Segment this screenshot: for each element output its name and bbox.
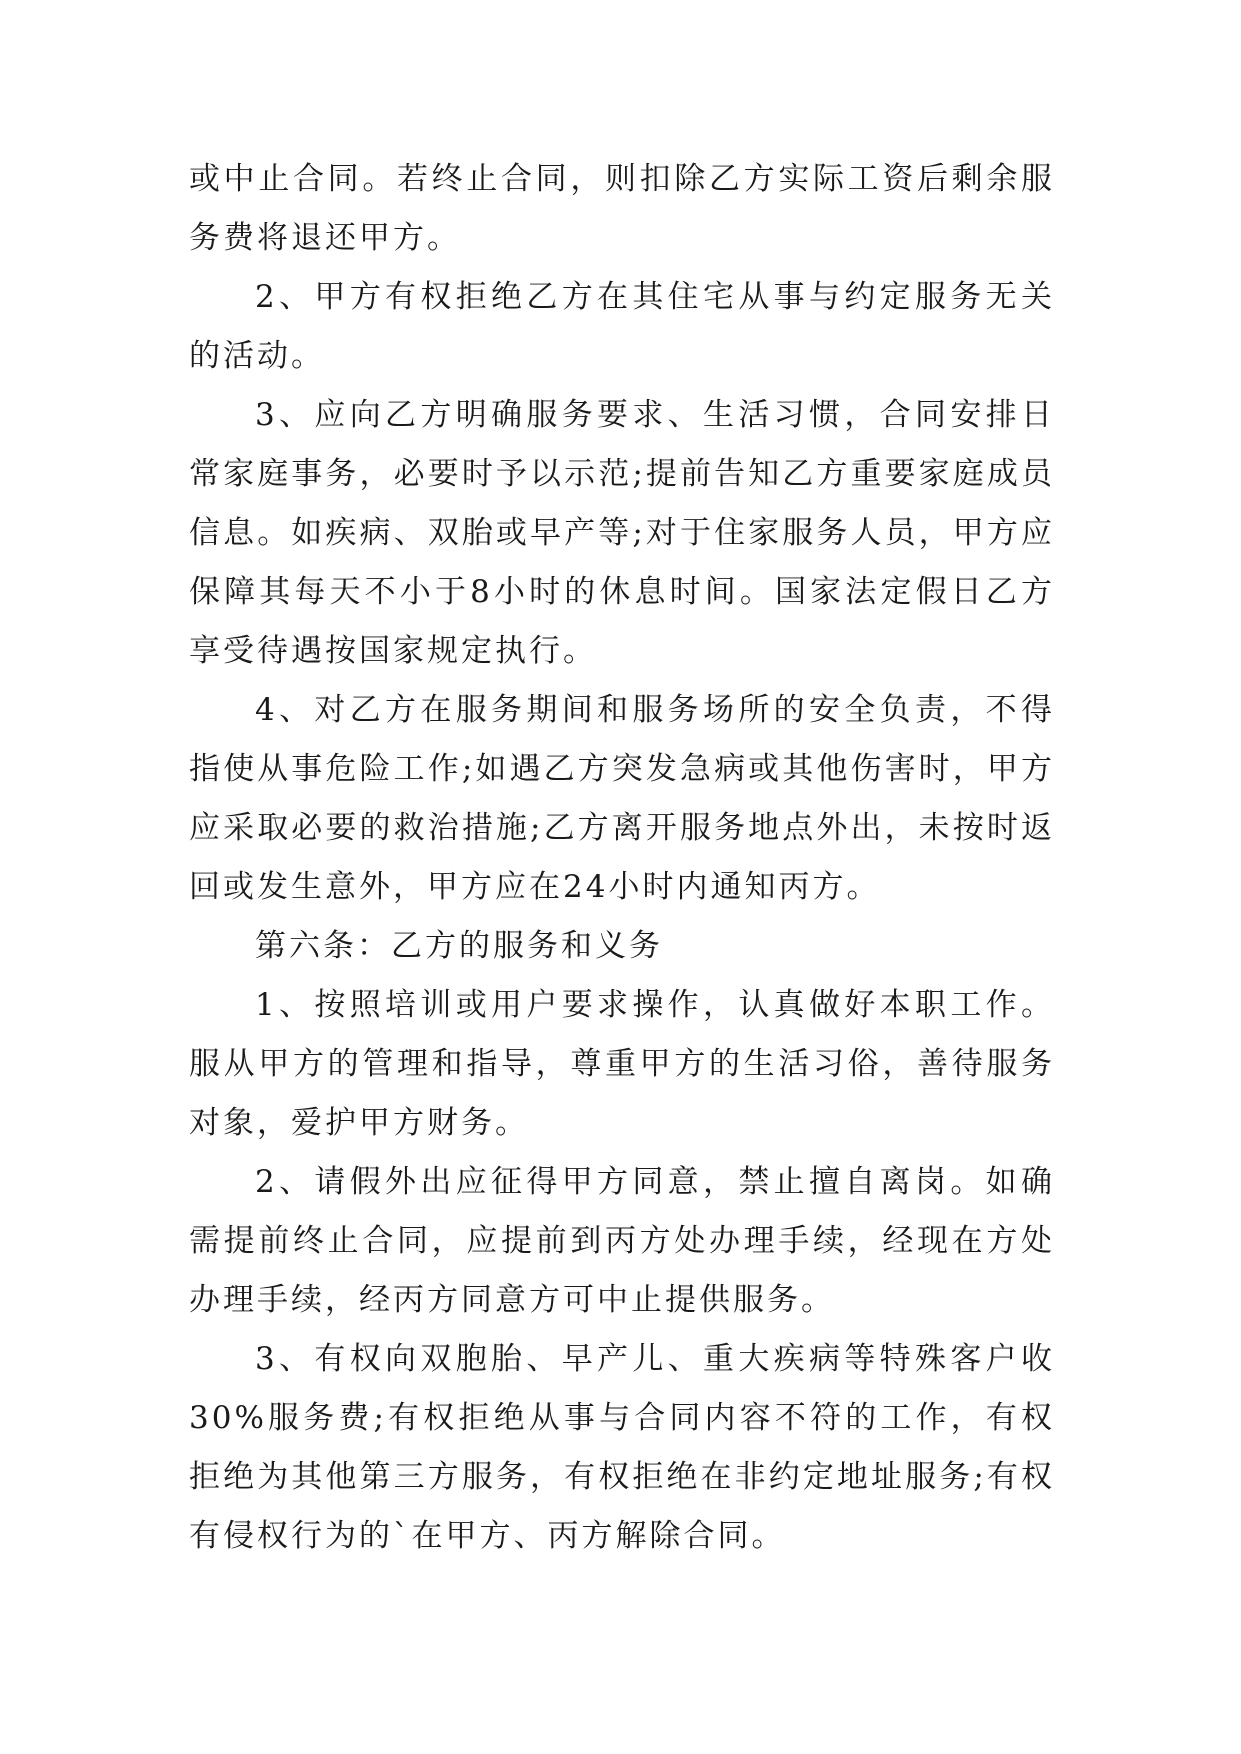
document-body: [189, 150, 1055, 1566]
section-heading-article-6: 第六条：乙方的服务和义务: [255, 928, 663, 964]
paragraph-article-6-clause-2: 2、请假外出应征得甲方同意，禁止擅自离岗。如确需提前终止合同，应提前到丙方处办理手续，经现在方处办理手续，经丙方同意方可中止提供服务。: [189, 1164, 1055, 1318]
paragraph-article-6-clause-3: 3、有权向双胞胎、早产儿、重大疾病等特殊客户收30%服务费;有权拒绝从事与合同内容不符的工作，有权拒绝为其他第三方服务，有权拒绝在非约定地址服务;有权有侵权行为的`在甲方、丙方解除合同。: [189, 1341, 1055, 1554]
paragraph-continuation: 或中止合同。若终止合同，则扣除乙方实际工资后剩余服务费将退还甲方。: [189, 161, 1055, 256]
paragraph-clause-2: 2、甲方有权拒绝乙方在其住宅从事与约定服务无关的活动。: [189, 279, 1055, 374]
paragraph-article-6-clause-1: 1、按照培训或用户要求操作，认真做好本职工作。服从甲方的管理和指导，尊重甲方的生活习俗，善待服务对象，爱护甲方财务。: [189, 987, 1055, 1141]
paragraph-clause-4: 4、对乙方在服务期间和服务场所的安全负责，不得指使从事危险工作;如遇乙方突发急病或其他伤害时，甲方应采取必要的救治措施;乙方离开服务地点外出，未按时返回或发生意外，甲方应在24小时内通知丙方。: [189, 692, 1055, 905]
paragraph-clause-3: 3、应向乙方明确服务要求、生活习惯，合同安排日常家庭事务，必要时予以示范;提前告知乙方重要家庭成员信息。如疾病、双胎或早产等;对于住家服务人员，甲方应保障其每天不小于8小时的休息时间。国家法定假日乙方享受待遇按国家规定执行。: [189, 397, 1055, 669]
